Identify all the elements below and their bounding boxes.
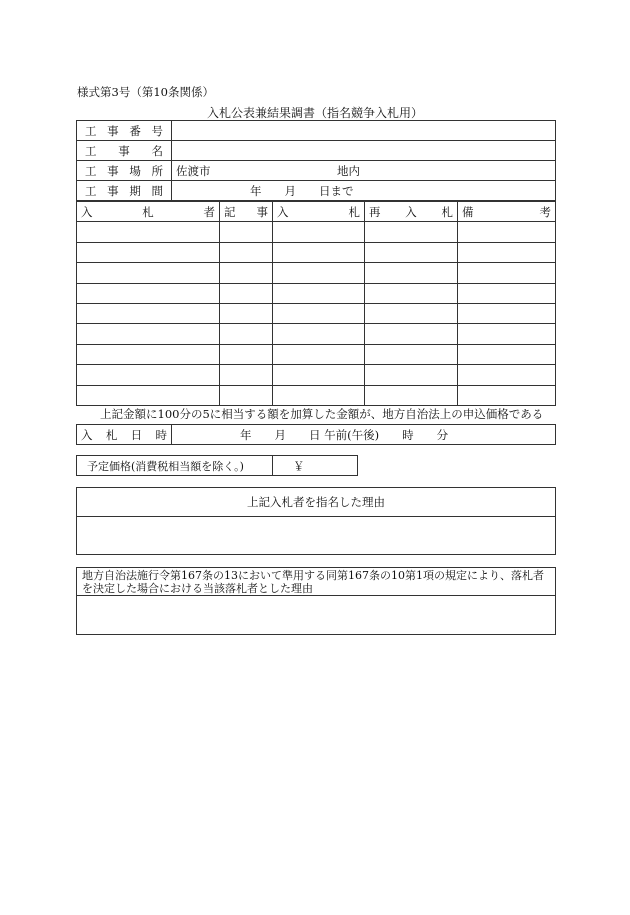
- header-row: [77, 181, 556, 201]
- bid-table-cell[interactable]: [458, 365, 556, 385]
- bid-table-cell[interactable]: [458, 283, 556, 303]
- header-row: [77, 161, 556, 181]
- bid-table-cell[interactable]: [458, 344, 556, 364]
- bid-date-label: 入 札 日 時: [77, 425, 172, 445]
- estimated-price-value: ￥: [273, 456, 358, 476]
- bid-table-cell[interactable]: [273, 385, 365, 405]
- header-info-table: [76, 120, 556, 201]
- bid-table-row: [77, 283, 556, 303]
- bid-table-cell[interactable]: [77, 365, 220, 385]
- designation-reason-box: [76, 487, 556, 555]
- header-row-label: 工 事 場 所: [77, 161, 172, 181]
- bid-table-cell[interactable]: [77, 222, 220, 242]
- header-row-label: 工 事 名: [77, 141, 172, 161]
- price-note: 上記金額に100分の5に相当する額を加算した金額が、地方自治法上の申込価格である: [100, 407, 544, 421]
- bid-table-cell[interactable]: [77, 263, 220, 283]
- bid-table-cell[interactable]: [220, 324, 273, 344]
- bid-table-cell[interactable]: [365, 324, 458, 344]
- bid-table-cell[interactable]: [365, 222, 458, 242]
- bid-table-cell[interactable]: [365, 242, 458, 262]
- bid-table-row: [77, 303, 556, 323]
- estimated-price-table: [76, 455, 358, 476]
- winner-reason-box: [76, 567, 556, 635]
- designation-reason-body: [77, 517, 555, 555]
- bid-table-cell[interactable]: [273, 222, 365, 242]
- bid-table-cell[interactable]: [273, 283, 365, 303]
- bid-table-cell[interactable]: [77, 344, 220, 364]
- bid-table-cell[interactable]: [458, 242, 556, 262]
- bid-table-cell[interactable]: [365, 283, 458, 303]
- bid-table-header: 再 入 札: [365, 202, 458, 222]
- form-number: 様式第3号（第10条関係）: [77, 85, 214, 99]
- bid-table-row: [77, 242, 556, 262]
- bid-table-cell[interactable]: [458, 324, 556, 344]
- bid-table-cell[interactable]: [365, 365, 458, 385]
- bid-table-header: 入 札: [273, 202, 365, 222]
- bid-table-cell[interactable]: [365, 263, 458, 283]
- header-row-label: 工 事 期 間: [77, 181, 172, 201]
- bid-table: [76, 201, 556, 406]
- bid-table-cell[interactable]: [458, 303, 556, 323]
- estimated-price-label: 予定価格(消費税相当額を除く。): [77, 456, 273, 476]
- bid-table-cell[interactable]: [220, 242, 273, 262]
- bid-table-cell[interactable]: [220, 365, 273, 385]
- document-title: 入札公表兼結果調書（指名競争入札用）: [206, 106, 423, 120]
- bid-table-row: [77, 365, 556, 385]
- bid-table-cell[interactable]: [273, 324, 365, 344]
- bid-table-cell[interactable]: [220, 385, 273, 405]
- bid-table-row: [77, 344, 556, 364]
- bid-table-cell[interactable]: [273, 263, 365, 283]
- designation-reason-title: 上記入札者を指名した理由: [77, 488, 555, 517]
- bid-table-cell[interactable]: [77, 303, 220, 323]
- header-row: [77, 121, 556, 141]
- header-row-value: [172, 121, 556, 141]
- bid-table-row: [77, 222, 556, 242]
- bid-table-cell[interactable]: [220, 283, 273, 303]
- bid-table-cell[interactable]: [458, 222, 556, 242]
- bid-date-value: 年 月 日 午前(午後) 時 分: [172, 425, 556, 445]
- bid-table-cell[interactable]: [273, 365, 365, 385]
- bid-table-cell[interactable]: [77, 385, 220, 405]
- header-row-value: 年 月 日まで: [172, 181, 556, 201]
- bid-table-header: 記 事: [220, 202, 273, 222]
- bid-table-cell[interactable]: [220, 222, 273, 242]
- header-row: [77, 141, 556, 161]
- bid-table-cell[interactable]: [220, 263, 273, 283]
- bid-table-cell[interactable]: [273, 344, 365, 364]
- bid-table-cell[interactable]: [273, 242, 365, 262]
- bid-table-cell[interactable]: [77, 324, 220, 344]
- bid-table-header: 入 札 者: [77, 202, 220, 222]
- header-row-value: 佐渡市 地内: [172, 161, 556, 181]
- bid-table-cell[interactable]: [77, 283, 220, 303]
- winner-reason-body: [77, 596, 555, 634]
- header-row-value: [172, 141, 556, 161]
- winner-reason-title: 地方自治法施行令第167条の13において準用する同第167条の10第1項の規定により、落札者を決定した場合における当該落札者とした理由: [77, 568, 555, 596]
- bid-table-row: [77, 385, 556, 405]
- bid-table-row: [77, 324, 556, 344]
- header-row-label: 工 事 番 号: [77, 121, 172, 141]
- bid-table-cell[interactable]: [220, 303, 273, 323]
- bid-table-cell[interactable]: [458, 385, 556, 405]
- bid-table-row: [77, 263, 556, 283]
- bid-table-cell[interactable]: [273, 303, 365, 323]
- bid-table-cell[interactable]: [365, 385, 458, 405]
- bid-table-cell[interactable]: [77, 242, 220, 262]
- bid-table-cell[interactable]: [220, 344, 273, 364]
- bid-table-cell[interactable]: [365, 344, 458, 364]
- bid-table-cell[interactable]: [458, 263, 556, 283]
- bid-table-header: 備 考: [458, 202, 556, 222]
- bid-table-cell[interactable]: [365, 303, 458, 323]
- bid-date-table: [76, 424, 556, 445]
